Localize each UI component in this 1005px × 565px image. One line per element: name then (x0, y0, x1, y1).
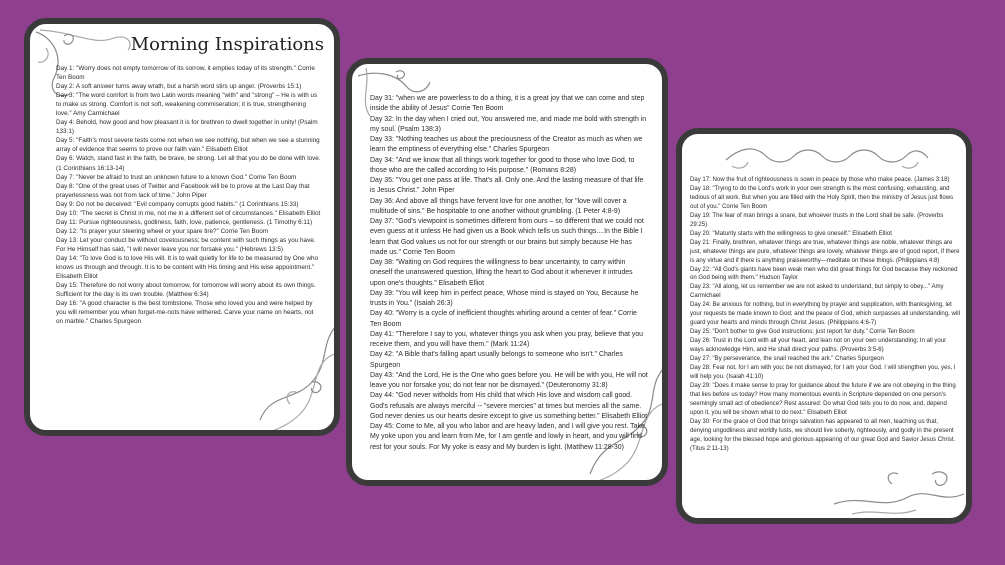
list-item: Day 23: "All along, let us remember we are not asked to understand, but simply to obey..." Amy Carmichael (690, 284, 944, 300)
list-item: Day 33: "Nothing teaches us about the preciousness of the Creator as much as when we learn the emptiness of everything else." Charles Spurgeon (370, 136, 643, 154)
list-item: Day 15: Therefore do not worry about tomorrow, for tomorrow will worry about its own things. Sufficient for the day is its own trouble. (Matthew 6:34) (56, 282, 316, 299)
list-item: Day 28: Fear not, for I am with you; be not dismayed, for I am your God. I will strengthen you, yes, I will help you. (Isaiah 41:10) (690, 365, 956, 380)
list-item: Day 30: For the grace of God that brings salvation has appeared to all men, teaching us that, denying ungodliness and worldly lusts, we should live soberly, righteously, and godly in the present age, looking for the blessed hope and glorious appearing of our great God and Savior Jesus Christ. (Titus 2:11-13) (690, 418, 956, 452)
list-item: Day 22: "All God's giants have been weak men who did great things for God because they reckoned on God being with them." Hudson Taylor (690, 266, 958, 282)
list-item: Day 13: Let your conduct be without covetousness; be content with such things as you have. For He Himself has said, "I will never leave you nor forsake you." (Hebrews 13:5) (56, 236, 316, 253)
list-item: Day 17: Now the fruit of righteousness is sown in peace by those who make peace. (James 3:18) (690, 177, 950, 183)
list-item: Day 39: "You will keep him in perfect peace, Whose mind is stayed on You, Because he trusts in You." (Isaiah 26:3) (370, 289, 639, 307)
page-title: Morning Inspirations (130, 34, 324, 55)
list-item: Day 19: The fear of man brings a snare, but whoever trusts in the Lord shall be safe. (Proverbs 29:25) (690, 212, 944, 228)
inspiration-card-2 (346, 58, 668, 486)
list-item: Day 5: "Faith's most severe tests come not when we see nothing, but when we see a stunning array of evidence that seems to prove our faith vain." Elisabeth Elliot (56, 137, 320, 154)
vine-ornament-bottom-right (832, 464, 968, 520)
list-item: Day 41: "Therefore I say to you, whatever things you ask when you pray, believe that you receive them, and you will have them." (Mark 11:24) (370, 330, 644, 348)
list-item: Day 26: Trust in the Lord with all your heart, and lean not on your own understanding; In all your ways acknowledge Him, and He shall direct your paths. (Proverbs 3:5-6) (690, 338, 947, 354)
list-item: Day 43: "And the Lord, He is the One who goes before you. He will be with you, He will not leave you nor forsake you; do not fear nor be dismayed." (Deuteronomy 31:8) (370, 371, 648, 389)
list-item: Day 44: "God never witholds from His child that which His love and wisdom call good. God's refusals are always merciful -- "severe mercies" at times but mercies all the same. God never denies us our hearts desire except to give us something better." Elisabeth Elliot (370, 392, 648, 420)
list-item: Day 3: "The word comfort is from two Latin words meaning "with" and "strong" – He is with us to make us strong. Comfort is not soft, weakening commiseration; it is true, strengthening love." Amy Carmichael (56, 92, 318, 118)
list-item: Day 25: "Don't bother to give God instructions; just report for duty." Corrie Ten Boom (690, 329, 915, 336)
list-item: Day 29: "Does it make sense to pray for guidance about the future if we are not obeying in the thing that lies before us today? How many momentous events in Scripture depended on one person's seemingly small act of obedience? Rest assured: Do what God tells you to do now, and, depend upon it, you will be shown what to do next." Elisabeth Elliot (690, 382, 956, 416)
list-item: Day 10: "The secret is Christ in me, not me in a different set of circumstances." Elisabeth Elliot (56, 209, 321, 217)
entries-list-3 (690, 176, 960, 454)
list-item: Day 7: "Never be afraid to trust an unknown future to a known God." Corrie Ten Boom (56, 173, 297, 181)
entries-list-1 (56, 64, 322, 326)
inspiration-card-1 (24, 18, 340, 436)
list-item: Day 14: "To love God is to love His will. It is to wait quietly for life to be measured by One who knows us through and through. It is to be content with His timing and His wise appointment." Elisabeth Elliot (56, 254, 319, 281)
list-item: Day 21: Finally, brethren, whatever things are true, whatever things are noble, whatever things are just, whatever things are pure, whatever things are lovely, whatever things are of good report, if there is any virtue and if there is anything praiseworthy—meditate on these things. (Philippians 4:8) (690, 239, 960, 264)
list-item: Day 32: In the day when I cried out, You answered me, and made me bold with strength in my soul. (Psalm 138:3) (370, 115, 647, 133)
list-item: Day 20: "Maturity starts with the willingness to give oneself." Elisabeth Elliot (690, 230, 892, 237)
list-item: Day 9: Do not be deceived: "Evil company corrupts good habits." (1 Corinthians 15:33) (56, 200, 299, 208)
list-item: Day 11: Pursue righteousness, godliness, faith, love, patience, gentleness. (1 Timothy 6:11) (56, 218, 313, 226)
list-item: Day 6: Watch, stand fast in the faith, be brave, be strong. Let all that you do be done with love. (1 Corinthians 16:13-14) (56, 155, 321, 172)
list-item: Day 37: "God's viewpoint is sometimes different from ours – so different that we could not even guess at it unless He had given us a Book which tells us such things....In the Bible I learn that God values us not for our strength or our brains but simply because He has made us." Corrie Ten Boom (370, 218, 644, 256)
list-item: Day 8: "One of the great uses of Twitter and Facebook will be to prove at the Last Day that prayerlessness was not from lack of time." John Piper (56, 182, 310, 199)
list-item: Day 24: Be anxious for nothing, but in everything by prayer and supplication, with thanksgiving, let your requests be made known to God; and the peace of God, which surpasses all understanding, will guard your hearts and minds through Christ Jesus. (Philippians 4:6-7) (690, 302, 960, 327)
vine-ornament-bottom-right (250, 324, 340, 434)
list-item: Day 27: "By perseverance, the snail reached the ark." Charles Spurgeon (690, 356, 884, 363)
list-item: Day 35: "You get one pass at life. That's all. Only one. And the lasting measure of that life is Jesus Christ." John Piper (370, 177, 644, 195)
inspiration-card-3 (676, 128, 972, 524)
list-item: Day 4: Behold, how good and how pleasant it is for brethren to dwell together in unity! (Psalm 133:1) (56, 119, 318, 136)
list-item: Day 2: A soft answer turns away wrath, but a harsh word stirs up anger. (Proverbs 15:1) (56, 83, 302, 91)
list-item: Day 38: "Waiting on God requires the willingness to bear uncertainty, to carry within oneself the unanswered question, lifting the heart to God about it whenever it intrudes upon one's thoughts." Elisabeth Elliot (370, 259, 633, 287)
list-item: Day 31: "when we are powerless to do a thing, it is a great joy that we can come and step inside the ability of Jesus" Corrie Ten Boom (370, 95, 645, 113)
list-item: Day 12: "Is prayer your steering wheel or your spare tire?" Corrie Ten Boom (56, 227, 269, 235)
list-item: Day 42: "A Bible that's falling apart usually belongs to someone who isn't." Charles Spurgeon (370, 351, 623, 369)
scroll-ornament-top (722, 142, 932, 172)
list-item: Day 36: And above all things have fervent love for one another, for "love will cover a multitude of sins." Be hospitable to one another without grumbling. (1 Peter 4:8-9) (370, 197, 627, 215)
entries-list-2 (370, 94, 648, 453)
list-item: Day 40: "Worry is a cycle of inefficient thoughts whirling around a center of fear." Corrie Ten Boom (370, 310, 637, 328)
list-item: Day 1: "Worry does not empty tomorrow of its sorrow, it empties today of its strength." Corrie Ten Boom (56, 65, 315, 82)
list-item: Day 45: Come to Me, all you who labor and are heavy laden, and I will give you rest. Take My yoke upon you and learn from Me, for I am gentle and lowly in heart, and you will find rest for your souls. For My yoke is easy and My burden is light. (Matthew 11:28-30) (370, 423, 645, 451)
list-item: Day 16: "A good character is the best tombstone. Those who loved you and were helped by you will remember you when forget-me-nots have withered. Carve your name on hearts, not on marble." Charles Spurgeon (56, 300, 314, 326)
list-item: Day 34: "And we know that all things work together for good to those who love God, to those who are the called according to His purpose." (Romans 8:28) (370, 156, 635, 174)
list-item: Day 18: "Trying to do the Lord's work in your own strength is the most confusing, exhausting, and tedious of all work. But when you are filled with the Holy Spirit, then the ministry of Jesus just flows out of you." Corrie Ten Boom (690, 185, 954, 210)
